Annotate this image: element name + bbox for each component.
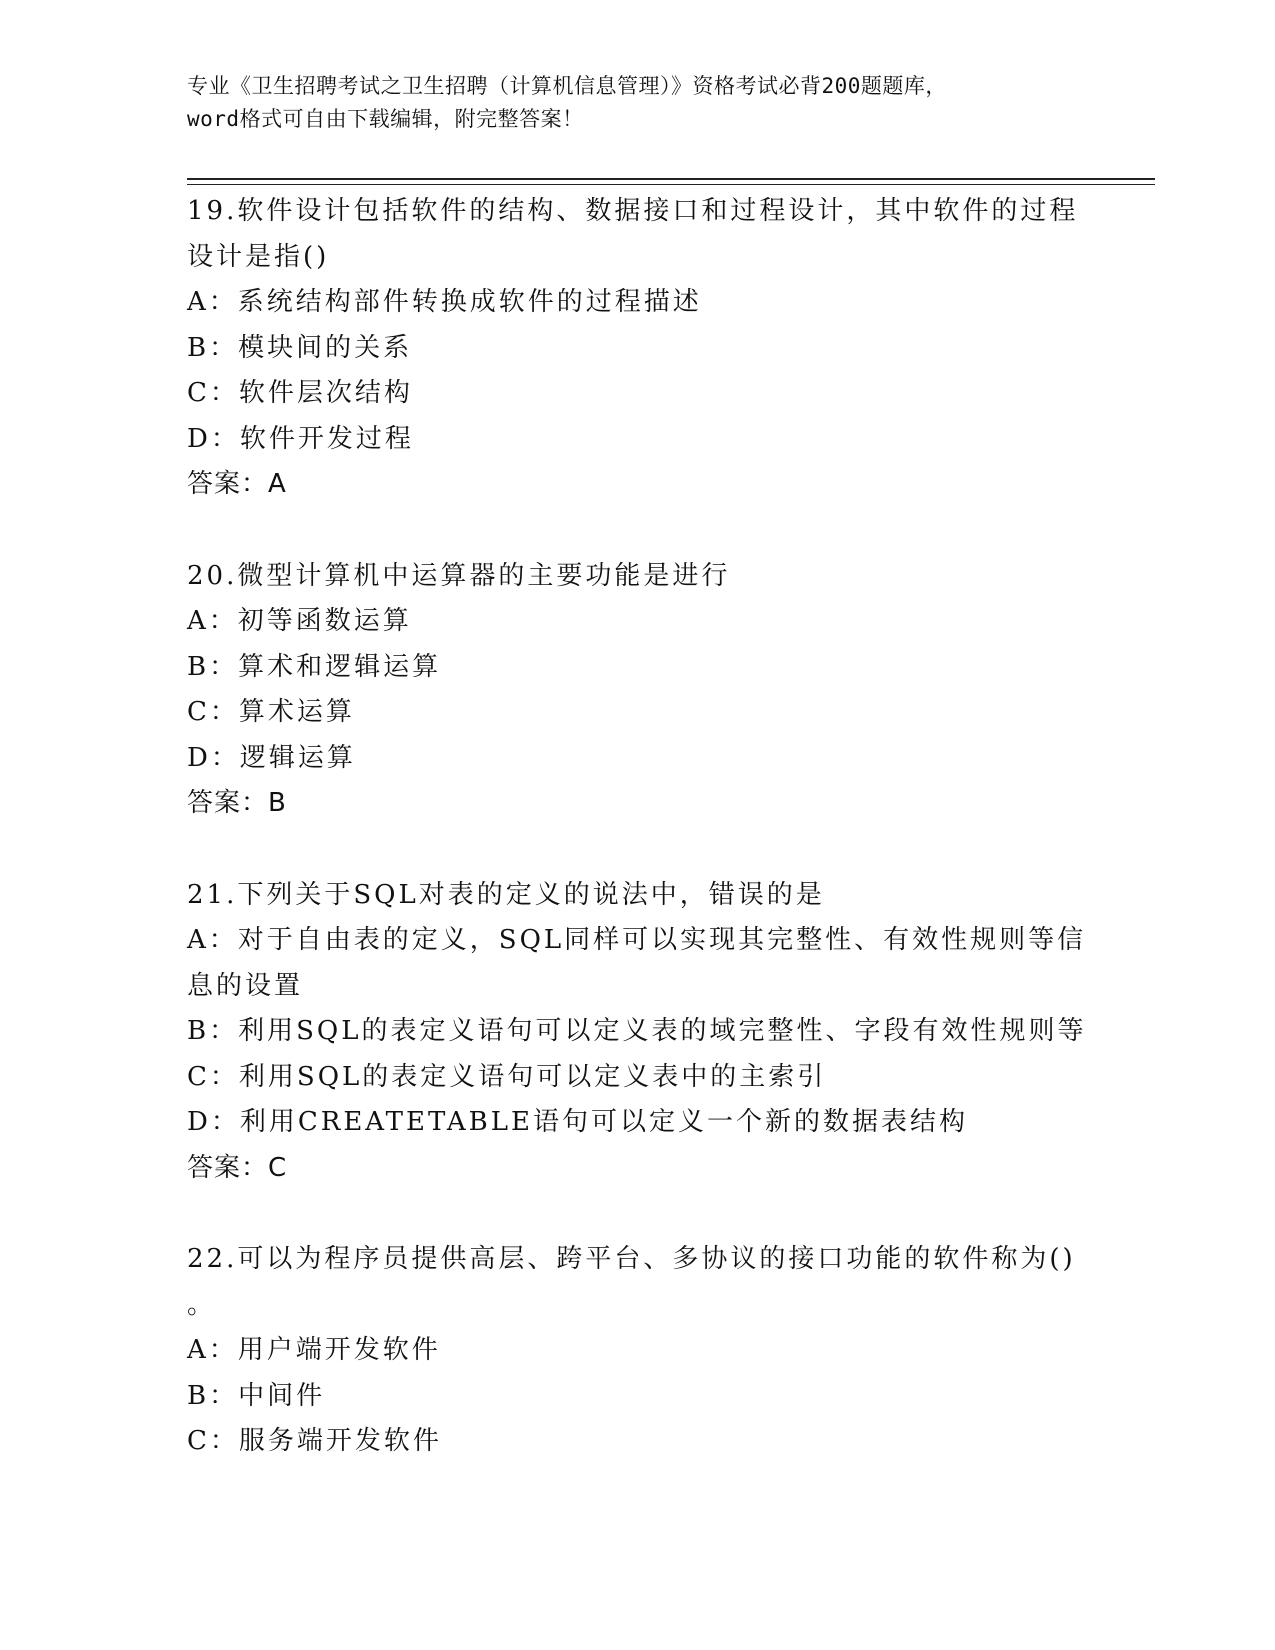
question-block (187, 1237, 1087, 1465)
question-stem-line: 20.微型计算机中运算器的主要功能是进行 (187, 560, 731, 591)
question-list (187, 189, 1087, 1465)
question-stem-line: 22.可以为程序员提供高层、跨平台、多协议的接口功能的软件称为() (187, 1244, 1076, 1274)
answer-key: 答案：B (187, 788, 287, 818)
header-line-2: word格式可自由下载编辑，附完整答案！ (187, 107, 584, 131)
answer-option-line: B：利用SQL的表定义语句可以定义表的域完整性、字段有效性规则等 (187, 1016, 1087, 1046)
answer-option-line: A：初等函数运算 (187, 606, 412, 636)
answer-option-line: C：算术运算 (187, 697, 355, 727)
question-stem-line: 21.下列关于SQL对表的定义的说法中，错误的是 (187, 879, 825, 910)
header-divider-thin (187, 184, 1155, 185)
answer-option-line: D：逻辑运算 (187, 742, 356, 773)
answer-key: 答案：C (187, 1152, 288, 1183)
answer-option-line: A：用户端开发软件 (187, 1335, 441, 1365)
document-header (187, 70, 1087, 136)
question-stem-line: 设计是指() (187, 241, 330, 272)
answer-option-line: B：算术和逻辑运算 (187, 651, 442, 682)
question-block (187, 554, 1087, 873)
answer-option-line: C：利用SQL的表定义语句可以定义表中的主索引 (187, 1061, 827, 1092)
header-line-1: 专业《卫生招聘考试之卫生招聘（计算机信息管理）》资格考试必背200题题库， (187, 74, 947, 98)
question-spacer (187, 508, 1087, 554)
question-stem-line: 。 (187, 1289, 217, 1320)
question-spacer (187, 1191, 1087, 1237)
answer-option-line: D：利用CREATETABLE语句可以定义一个新的数据表结构 (187, 1107, 969, 1137)
answer-option-line: D：软件开发过程 (187, 423, 414, 454)
header-divider-thick (187, 178, 1155, 180)
answer-option-line: C：服务端开发软件 (187, 1426, 442, 1456)
question-block (187, 873, 1087, 1238)
answer-key: 答案：A (187, 469, 287, 499)
answer-option-line: A：对于自由表的定义，SQL同样可以实现其完整性、有效性规则等信 (187, 925, 1087, 955)
answer-option-line: A：系统结构部件转换成软件的过程描述 (187, 287, 702, 317)
answer-option-line: 息的设置 (187, 970, 304, 1001)
question-spacer (187, 827, 1087, 873)
question-block (187, 189, 1087, 554)
answer-option-line: B：模块间的关系 (187, 332, 413, 363)
question-stem-line: 19.软件设计包括软件的结构、数据接口和过程设计，其中软件的过程 (187, 196, 1079, 226)
answer-option-line: C：软件层次结构 (187, 378, 413, 408)
answer-option-line: B：中间件 (187, 1380, 326, 1411)
